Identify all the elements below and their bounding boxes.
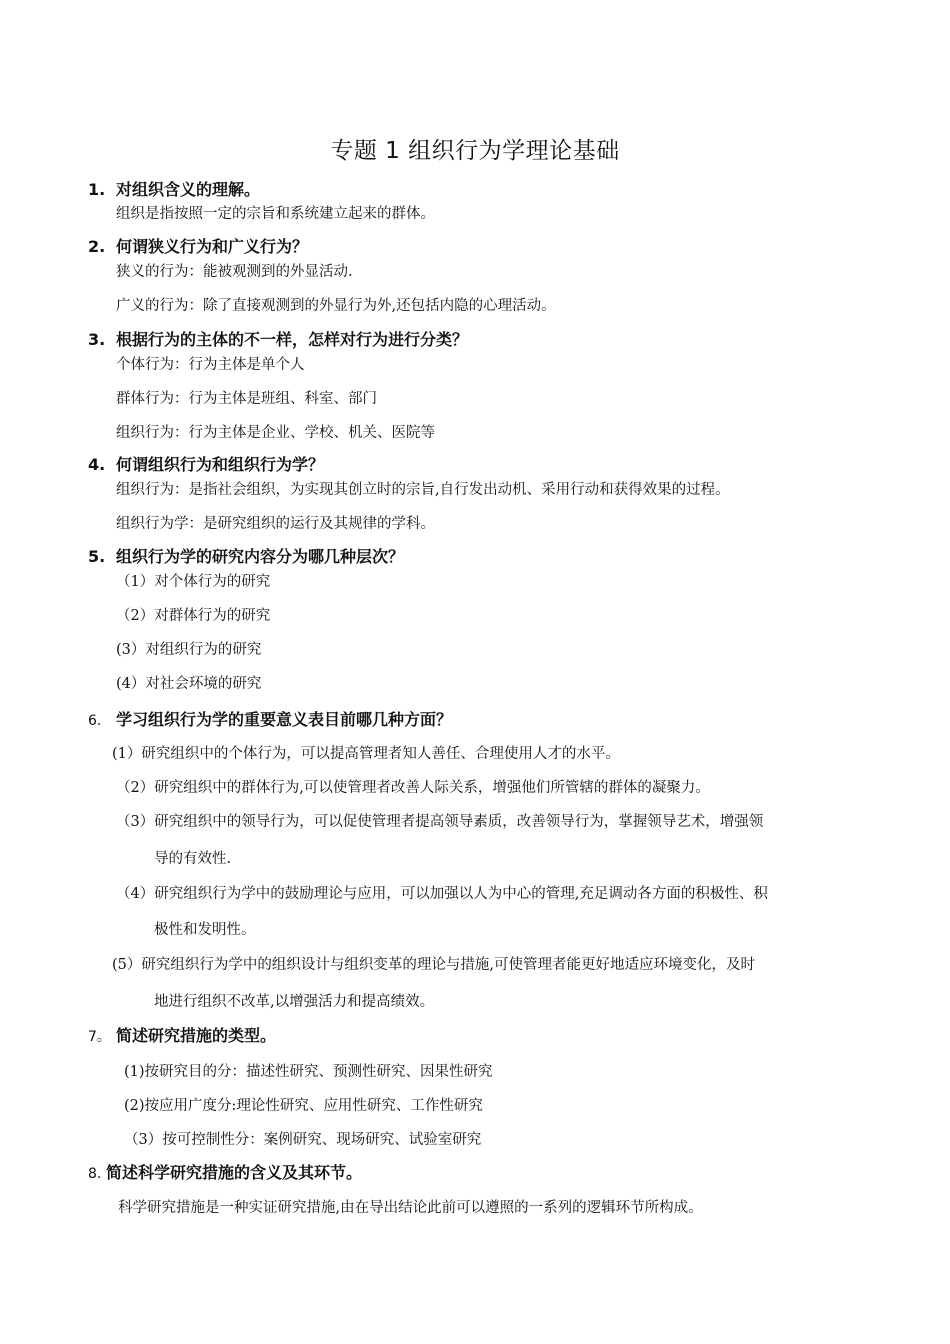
answer-line: 组织是指按照一定的宗旨和系统建立起来的群体。 xyxy=(116,206,435,222)
answer-line: （3）按可控制性分：案例研究、现场研究、试验室研究 xyxy=(124,1132,482,1148)
answer-line: 个体行为：行为主体是单个人 xyxy=(116,357,305,373)
question-heading xyxy=(88,452,324,475)
question-text: 何谓狭义行为和广义行为？ xyxy=(116,237,309,256)
answer-line: （1）对个体行为的研究 xyxy=(116,574,271,590)
question-text: 对组织含义的理解。 xyxy=(116,180,261,199)
question-heading xyxy=(88,544,404,567)
answer-line: （2）研究组织中的群体行为,可以使管理者改善人际关系，增强他们所管辖的群体的凝聚力。 xyxy=(116,780,710,796)
answer-line: (5）研究组织行为学中的组织设计与组织变革的理论与措施,可使管理者能更好地适应环境变化，及时 xyxy=(112,957,755,973)
answer-line: (2)按应用广度分:理论性研究、应用性研究、工作性研究 xyxy=(124,1098,483,1114)
question-number: 5. xyxy=(88,547,106,566)
question-heading xyxy=(88,1023,276,1046)
answer-line: 狭义的行为：能被观测到的外显活动. xyxy=(116,264,353,280)
question-number: 8. xyxy=(88,1166,102,1182)
answer-line: 组织行为学：是研究组织的运行及其规律的学科。 xyxy=(116,516,435,532)
answer-line: (1）研究组织中的个体行为，可以提高管理者知人善任、合理使用人才的水平。 xyxy=(112,746,620,762)
answer-line: (4）对社会环境的研究 xyxy=(116,676,262,692)
question-heading xyxy=(88,327,468,350)
question-text: 简述研究措施的类型。 xyxy=(116,1026,277,1045)
question-number: 3. xyxy=(88,330,106,349)
question-heading xyxy=(88,707,452,730)
answer-line: 群体行为：行为主体是班组、科室、部门 xyxy=(116,391,377,407)
answer-line: （2）对群体行为的研究 xyxy=(116,608,271,624)
question-number: 4. xyxy=(88,455,106,474)
answer-line: 组织行为：是指社会组织，为实现其创立时的宗旨,自行发出动机、采用行动和获得效果的过程。 xyxy=(116,482,730,498)
answer-line: (1)按研究目的分：描述性研究、预测性研究、因果性研究 xyxy=(124,1064,493,1080)
answer-line: （4）研究组织行为学中的鼓励理论与应用，可以加强以人为中心的管理,充足调动各方面的积极性、积 xyxy=(116,886,768,902)
question-number: 2. xyxy=(88,237,106,256)
answer-line: (3）对组织行为的研究 xyxy=(116,642,262,658)
answer-line: 科学研究措施是一种实证研究措施,由在导出结论此前可以遵照的一系列的逻辑环节所构成。 xyxy=(118,1200,703,1216)
answer-line: 极性和发明性。 xyxy=(154,922,256,938)
answer-line: 地进行组织不改革,以增强活力和提高绩效。 xyxy=(154,994,435,1010)
answer-line: 组织行为：行为主体是企业、学校、机关、医院等 xyxy=(116,425,435,441)
question-text: 简述科学研究措施的含义及其环节。 xyxy=(106,1163,363,1182)
answer-line: （3）研究组织中的领导行为，可以促使管理者提高领导素质，改善领导行为，掌握领导艺术，增强领 xyxy=(116,814,764,830)
question-heading xyxy=(88,1160,362,1183)
answer-line: 广义的行为：除了直接观测到的外显行为外,还包括内隐的心理活动。 xyxy=(116,298,556,314)
question-heading xyxy=(88,234,308,257)
answer-line: 导的有效性. xyxy=(154,851,232,867)
question-text: 组织行为学的研究内容分为哪几种层次？ xyxy=(116,547,405,566)
question-number: 7。 xyxy=(88,1029,111,1045)
question-text: 根据行为的主体的不一样，怎样对行为进行分类？ xyxy=(116,330,469,349)
question-number: 6. xyxy=(88,713,102,729)
page-title: 专题 1 组织行为学理论基础 xyxy=(330,138,620,164)
question-text: 学习组织行为学的重要意义表目前哪几种方面？ xyxy=(116,710,453,729)
question-text: 何谓组织行为和组织行为学？ xyxy=(116,455,325,474)
question-heading xyxy=(88,177,260,200)
question-number: 1. xyxy=(88,180,106,199)
